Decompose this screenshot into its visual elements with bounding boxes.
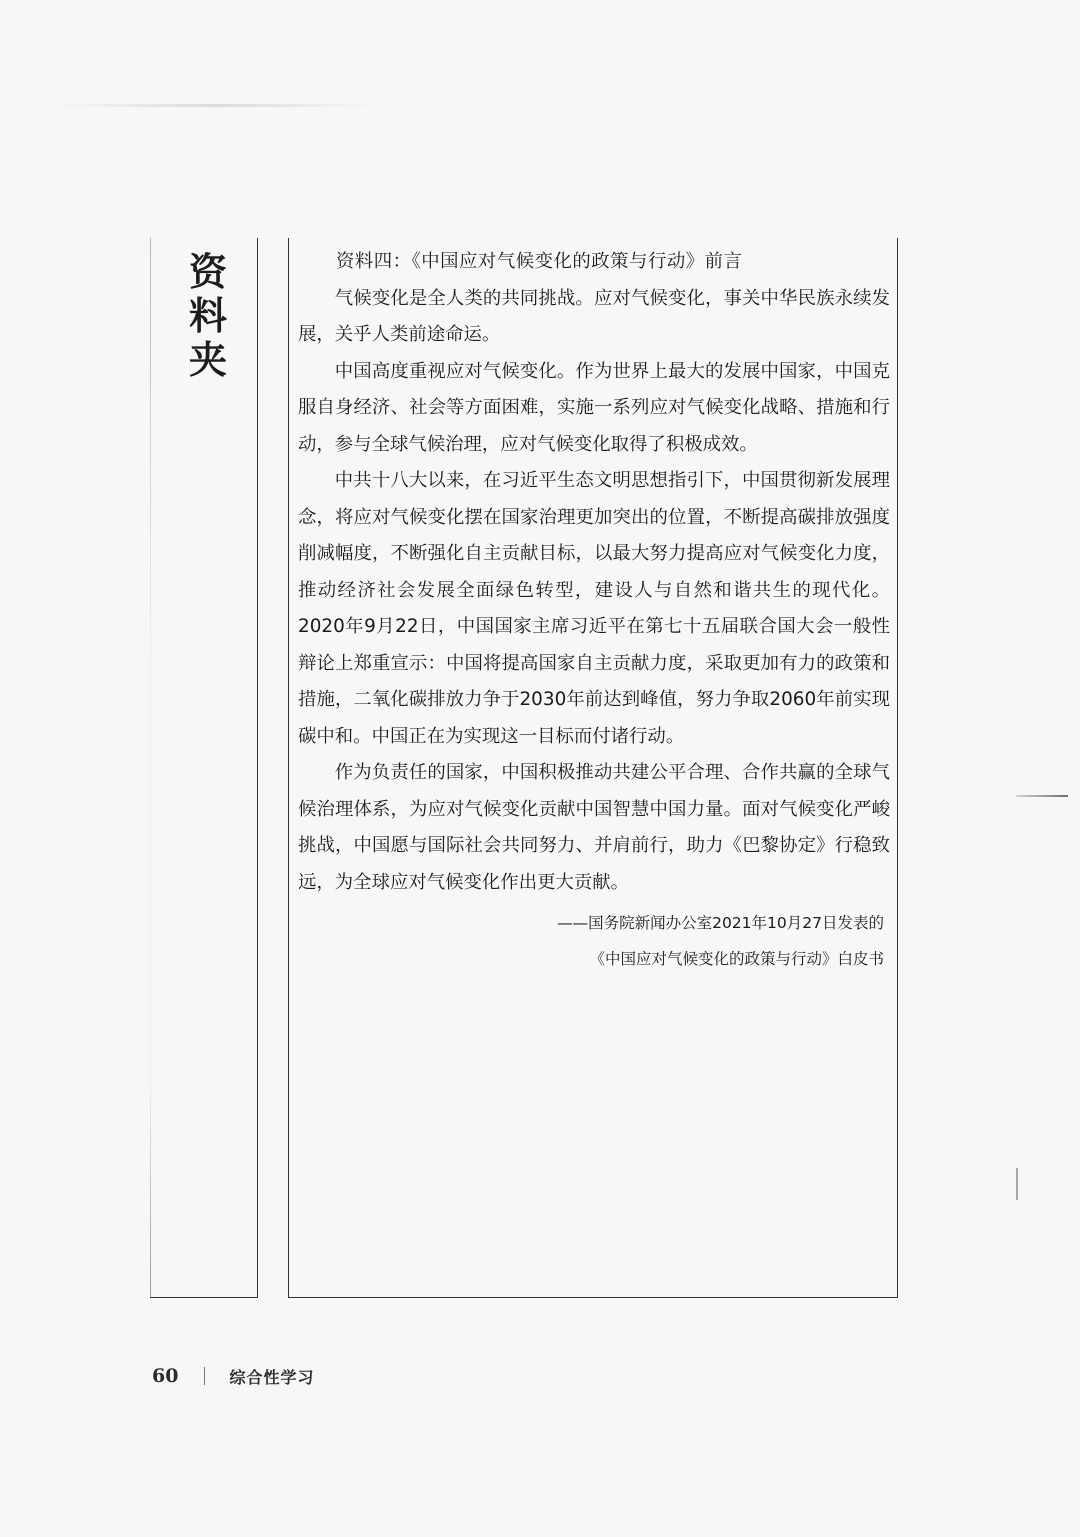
sidebar-label	[178, 250, 238, 382]
source-attribution	[298, 905, 890, 977]
material-paragraph: 作为负责任的国家，中国积极推动共建公平合理、合作共赢的全球气候治理体系，为应对气候变化贡献中国智慧中国力量。面对气候变化严峻挑战，中国愿与国际社会共同努力、并肩前行，助力《巴黎协定》行稳致远，为全球应对气候变化作出更大贡献。	[298, 762, 890, 893]
page-footer	[152, 1362, 314, 1390]
scan-edge-tick	[1016, 1168, 1018, 1200]
material-paragraph: 中国高度重视应对气候变化。作为世界上最大的发展中国家，中国克服自身经济、社会等方面困难，实施一系列应对气候变化战略、措施和行动，参与全球气候治理，应对气候变化取得了积极成效。	[298, 360, 890, 455]
material-paragraph: 气候变化是全人类的共同挑战。应对气候变化，事关中华民族永续发展，关乎人类前途命运。	[298, 287, 890, 345]
scan-artifact	[50, 104, 380, 107]
material-paragraph: 中共十八大以来，在习近平生态文明思想指引下，中国贯彻新发展理念，将应对气候变化摆在国家治理更加突出的位置，不断提高碳排放强度削减幅度，不断强化自主贡献目标，以最大努力提高应对气候变化力度，推动经济社会发展全面绿色转型，建设人与自然和谐共生的现代化。2020年9月22日，中国国家主席习近平在第七十五届联合国大会一般性辩论上郑重宣示：中国将提高国家自主贡献力度，采取更加有力的政策和措施，二氧化碳排放力争于2030年前达到峰值，努力争取2060年前实现碳中和。中国正在为实现这一目标而付诸行动。	[298, 470, 890, 747]
section-name: 综合性学习	[229, 1367, 315, 1387]
sidebar-label-char: 资	[188, 249, 227, 294]
material-heading: 资料四：《中国应对气候变化的政策与行动》前言	[336, 251, 743, 272]
source-line: ——国务院新闻办公室2021年10月27日发表的	[557, 914, 884, 932]
sidebar-panel	[150, 238, 258, 1298]
sidebar-label-char: 夹	[188, 337, 227, 382]
footer-divider	[204, 1367, 205, 1385]
sidebar-label-char: 料	[188, 293, 227, 338]
page-number: 60	[152, 1365, 179, 1387]
source-line: 《中国应对气候变化的政策与行动》白皮书	[589, 950, 884, 968]
material-content	[298, 244, 890, 977]
scan-edge-mark	[1016, 795, 1068, 797]
sidebar-edge-line	[150, 238, 151, 1297]
